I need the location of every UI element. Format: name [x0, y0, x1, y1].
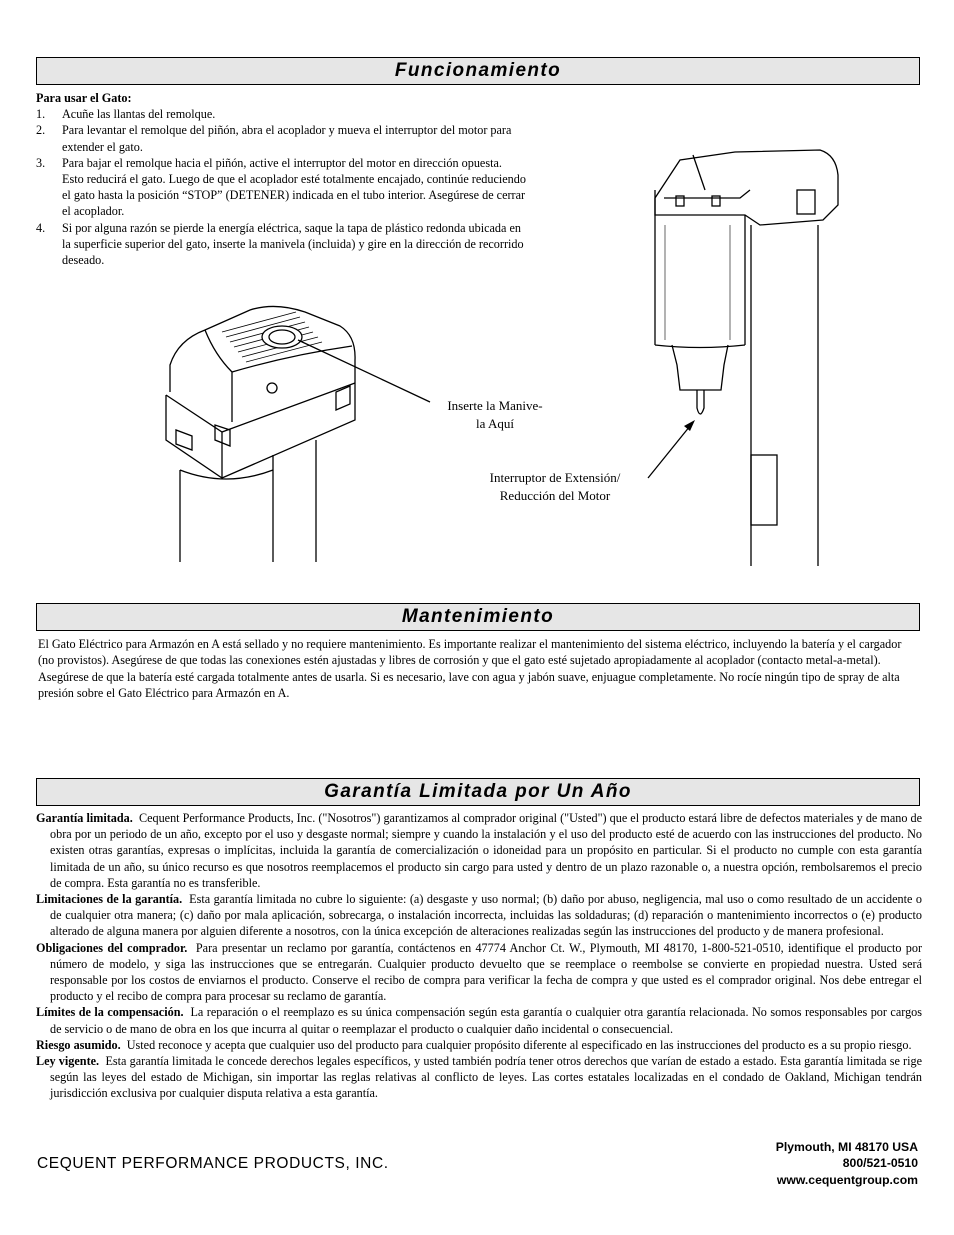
- switch-callout: [465, 469, 645, 505]
- crank-callout-line2: la Aquí: [476, 416, 514, 431]
- warranty-paragraph-title: Riesgo asumido.: [36, 1037, 121, 1052]
- step-number: 2.: [36, 123, 46, 138]
- maintenance-title: Mantenimiento: [401, 606, 555, 627]
- maintenance-text: El Gato Eléctrico para Armazón en A está sellado y no requiere mantenimiento. Es importante realizar el mantenimiento del sistema eléctrico, incluyendo la batería y el cargador (no provistos). Asegúrese de que todas las conexiones estén ajustadas y libres de corrosión y que el gato esté sujetado apropiadamente al acoplador (contacto metal-a-metal). Asegúrese de que la batería esté cargada totalmente antes de usarla. Si es necesario, lave con agua y jabón suave, enjuague completamente. No rocíe ningún tipo de spray de alta presión sobre el Gato Eléctrico para Armazón en A.: [38, 637, 902, 700]
- address-city: Plymouth, MI 48170 USA: [775, 1140, 918, 1154]
- step-text: Para levantar el remolque del piñón, abra el acoplador y mueva el interruptor del motor para extender el gato.: [62, 123, 512, 154]
- warranty-paragraph: [36, 1053, 922, 1102]
- company-address: [776, 1139, 918, 1188]
- address-web: www.cequentgroup.com: [776, 1172, 918, 1187]
- warranty-paragraph-body: Esta garantía limitada no cubre lo siguiente: (a) desgaste y uso normal; (b) daño por abuso, negligencia, mal uso o como resultado de un accidente o de cualquier otra manera; (c) daño por mala aplicación, sobrecarga, o instalación incorrecta, incluidas las soldaduras; (d) reparación o mantenimiento incorrectos o (e) producto alterado de alguna manera por alguien diferente a nosotros, con la única excepción de alteraciones realizadas según las instrucciones del producto y de manera profesional.: [50, 892, 922, 939]
- jack-top-view-drawing: [166, 306, 355, 562]
- warranty-paragraph-body: Para presentar un reclamo por garantía, contáctenos en 47774 Anchor Ct. W., Plymouth, MI 48170, 1-800-521-0510, identifique el producto por número de modelo, y siga las instrucciones que se entregarán. Cualquier producto devuelto que se reemplace o reembolse se convierte en propiedad nuestra. Usted será responsable por los costos de enviarnos el producto. Conserve el recibo de compra para verificar la fecha de compra y que usted es el comprador original. Nos debe entregar el producto y el recibo de compra para procesar su reclamo de garantía.: [50, 940, 922, 1004]
- warranty-paragraph-title: Ley vigente.: [36, 1054, 100, 1069]
- step-text: Si por alguna razón se pierde la energía eléctrica, saque la tapa de plástico redonda ubicada en la superficie superior del gato, inserte la manivela (incluida) y gire en la dirección de recorrido deseado.: [62, 220, 524, 268]
- crank-callout-line1: Inserte la Manive-: [447, 398, 543, 413]
- warranty-paragraph-body: Cequent Performance Products, Inc. ("Nosotros") garantizamos al comprador original ("Usted") que el producto estará libre de defectos materiales y de mano de obra por un periodo de un año, excepto por el uso y desgaste normal; siempre y cuando la instalación y el uso del producto esté de acuerdo con las instrucciones del producto. No existen otras garantías, expresas o implícitas, incluida la garantía de comercialización o idoneidad para un propósito en particular. Si el producto no cumple con esta garantía limitada de un año, su único recurso es que nosotros reemplacemos el producto sin cargo para usted y dentro de un plazo razonable o, a nuestra opción, rembolsaremos el precio de compra. Esta garantía no es transferible.: [50, 811, 923, 890]
- warranty-title: Garantía Limitada por Un Año: [324, 781, 632, 802]
- warranty-paragraph-title: Limitaciones de la garantía.: [36, 892, 183, 907]
- warranty-paragraph-title: Obligaciones del comprador.: [36, 940, 188, 955]
- switch-arrow: [648, 420, 695, 478]
- warranty-paragraph: [36, 810, 922, 891]
- warranty-paragraph: [36, 1037, 922, 1053]
- warranty-text: [36, 810, 922, 1102]
- switch-callout-line2: Reducción del Motor: [499, 488, 611, 503]
- step-text: Para bajar el remolque hacia el piñón, active el interruptor del motor en dirección opuesta. Esto reducirá el gato. Luego de que el acoplador esté totalmente encajado, continúe reduciendo el gato hasta la posición “STOP” (DETENER) indicada en el tubo interior. Asegúrese de cerrar el acoplador.: [62, 155, 526, 219]
- warranty-paragraph: [36, 1004, 922, 1036]
- step-text: Acuñe las llantas del remolque.: [62, 107, 216, 122]
- step-number: 1.: [36, 107, 46, 122]
- crank-leader-line: [298, 340, 430, 402]
- company-name: CEQUENT PERFORMANCE PRODUCTS, INC.: [37, 1155, 389, 1172]
- jack-side-view-drawing: [655, 150, 838, 566]
- switch-callout-line1: Interruptor de Extensión/: [489, 470, 621, 485]
- jack-illustrations: [0, 0, 954, 600]
- step-number: 3.: [36, 155, 46, 170]
- maintenance-section-header: [36, 603, 920, 631]
- step-number: 4.: [36, 220, 46, 235]
- operation-title: Funcionamiento: [394, 60, 562, 81]
- warranty-section-header: [36, 778, 920, 806]
- warranty-paragraph-title: Límites de la compensación.: [36, 1005, 184, 1020]
- warranty-paragraph: [36, 940, 922, 1005]
- warranty-paragraph-body: Esta garantía limitada le concede derechos legales específicos, y usted también podría tener otros derechos que varían de estado a estado. Esta garantía limitada se rige según las leyes del estado de Michigan, sin importar las reglas relativas al conflicto de leyes. Las cortes estatales localizadas en el condado de Oakland, Michigan tendrán jurisdicción exclusiva por cualquier disputa relativa a esta garantía.: [50, 1054, 922, 1101]
- operation-heading: Para usar el Gato:: [36, 91, 132, 105]
- warranty-paragraph-title: Garantía limitada.: [36, 811, 133, 825]
- warranty-paragraph-body: Usted reconoce y acepta que cualquier uso del producto para cualquier propósito diferente al especificado en las instrucciones del producto es a su propio riesgo.: [126, 1037, 912, 1052]
- address-phone: 800/521-0510: [842, 1156, 918, 1171]
- warranty-paragraph: [36, 891, 922, 940]
- crank-callout: [425, 397, 565, 433]
- warranty-paragraph-body: La reparación o el reemplazo es su única compensación según esta garantía o cualquier otra garantía relacionada. No somos responsables por cargos de servicio o de mano de obra en los que incurra al quitar o reemplazar el producto o cualquier daño incidental o consecuencial.: [50, 1005, 923, 1036]
